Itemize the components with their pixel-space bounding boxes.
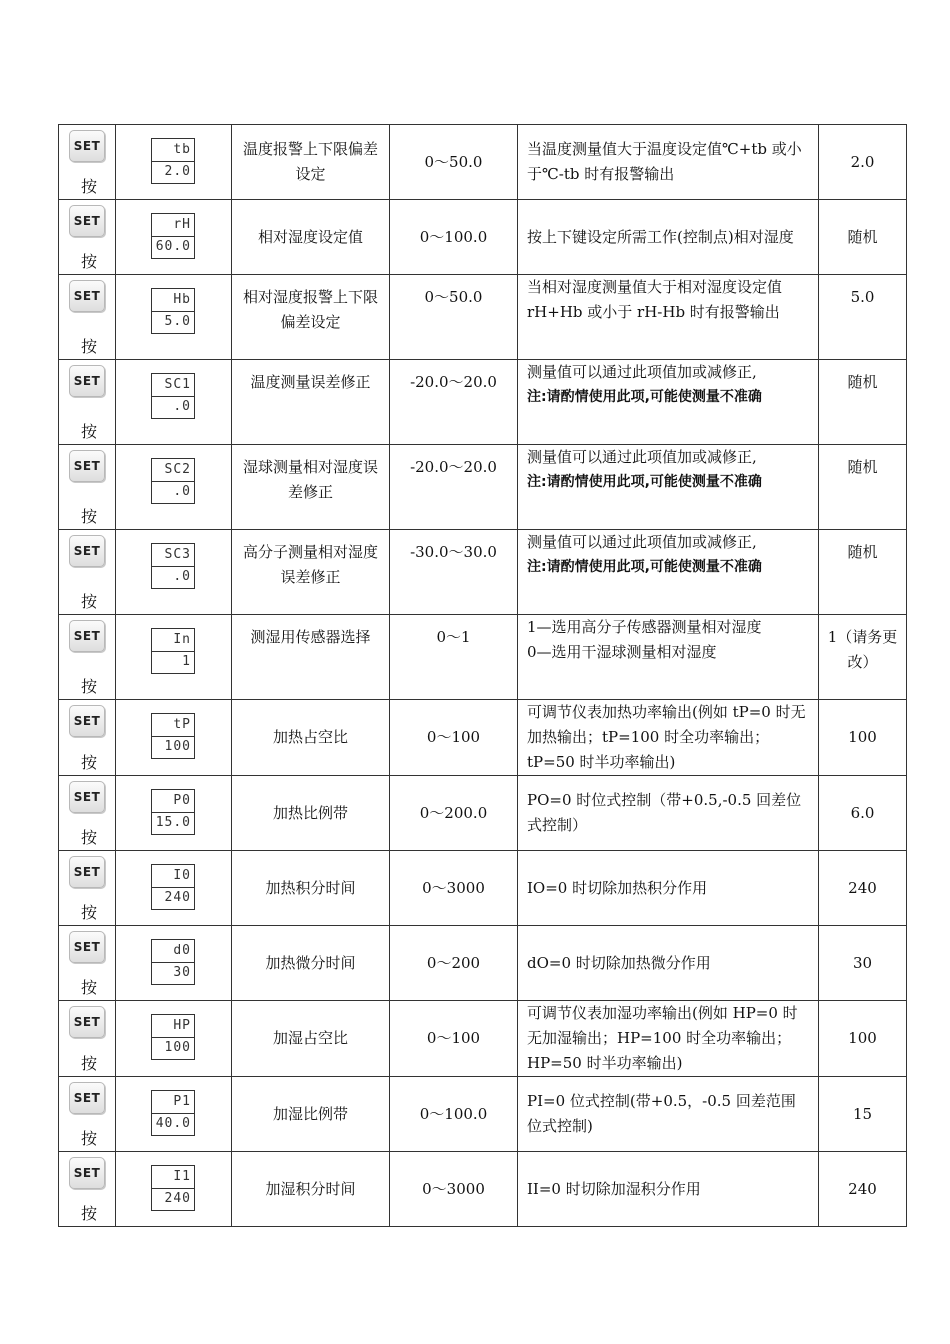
display-cell xyxy=(116,926,232,1001)
lcd-display-icon xyxy=(151,1090,195,1136)
set-key-icon: SET xyxy=(69,535,105,567)
warning-note: 注:请酌情使用此项,可能使测量不准确 xyxy=(527,474,762,490)
param-description: 可调节仪表加热功率输出(例如 tP=0 时无加热输出；tP=100 时全功率输出；tP=50 时半功率输出) xyxy=(518,700,819,776)
table-row xyxy=(59,275,907,360)
key-cell xyxy=(59,700,116,776)
lcd-display-icon xyxy=(151,373,195,419)
param-default: 240 xyxy=(819,851,907,926)
lcd-code: SC2 xyxy=(164,462,191,477)
param-description xyxy=(518,615,819,700)
param-name: 加热积分时间 xyxy=(232,851,390,926)
description-text: 1—选用高分子传感器测量相对湿度 xyxy=(527,618,762,636)
param-name: 加湿比例带 xyxy=(232,1077,390,1152)
press-label: 按 xyxy=(81,1129,98,1148)
param-default: 100 xyxy=(819,700,907,776)
param-description: 当温度测量值大于温度设定值℃+tb 或小于℃-tb 时有报警输出 xyxy=(518,125,819,200)
lcd-display-icon xyxy=(151,138,195,184)
lcd-value: 30 xyxy=(173,965,191,980)
set-key-icon: SET xyxy=(69,620,105,652)
param-name: 加热微分时间 xyxy=(232,926,390,1001)
param-range: 0～50.0 xyxy=(390,125,518,200)
set-key-icon: SET xyxy=(69,1157,105,1189)
lcd-code: P0 xyxy=(173,793,191,808)
param-name: 加热占空比 xyxy=(232,700,390,776)
lcd-code: I0 xyxy=(173,868,191,883)
display-cell xyxy=(116,851,232,926)
set-key-icon: SET xyxy=(69,705,105,737)
table-row xyxy=(59,1152,907,1227)
param-description: 可调节仪表加湿功率输出(例如 HP=0 时无加湿输出；HP=100 时全功率输出；HP=50 时半功率输出) xyxy=(518,1001,819,1077)
param-default: 30 xyxy=(819,926,907,1001)
param-range: 0～3000 xyxy=(390,1152,518,1227)
table-row xyxy=(59,200,907,275)
display-cell xyxy=(116,125,232,200)
param-default: 2.0 xyxy=(819,125,907,200)
param-description: PI=0 位式控制(带+0.5，-0.5 回差范围位式控制) xyxy=(518,1077,819,1152)
table-row xyxy=(59,530,907,615)
display-cell xyxy=(116,1001,232,1077)
display-cell xyxy=(116,700,232,776)
press-label: 按 xyxy=(81,1054,98,1073)
press-label: 按 xyxy=(81,903,98,922)
table-row xyxy=(59,125,907,200)
table-row xyxy=(59,926,907,1001)
set-key-icon: SET xyxy=(69,365,105,397)
key-cell xyxy=(59,926,116,1001)
param-range: 0～100 xyxy=(390,1001,518,1077)
table-row xyxy=(59,615,907,700)
press-label: 按 xyxy=(81,677,98,696)
table-row xyxy=(59,445,907,530)
table-row xyxy=(59,851,907,926)
param-default: 100 xyxy=(819,1001,907,1077)
param-description: dO=0 时切除加热微分作用 xyxy=(518,926,819,1001)
set-key-icon: SET xyxy=(69,450,105,482)
display-cell xyxy=(116,530,232,615)
key-cell xyxy=(59,1077,116,1152)
set-key-icon: SET xyxy=(69,1006,105,1038)
lcd-value: .0 xyxy=(173,569,191,584)
display-cell xyxy=(116,1152,232,1227)
set-key-icon: SET xyxy=(69,856,105,888)
param-name: 相对湿度报警上下限偏差设定 xyxy=(232,275,390,360)
lcd-code: tb xyxy=(173,142,191,157)
param-name: 加热比例带 xyxy=(232,776,390,851)
key-cell xyxy=(59,851,116,926)
lcd-value: 5.0 xyxy=(164,314,191,329)
description-text-2: 0—选用干湿球测量相对湿度 xyxy=(527,643,717,661)
key-cell xyxy=(59,360,116,445)
lcd-value: 100 xyxy=(164,1040,191,1055)
param-description: 当相对湿度测量值大于相对湿度设定值 rH+Hb 或小于 rH-Hb 时有报警输出 xyxy=(518,275,819,360)
press-label: 按 xyxy=(81,177,98,196)
key-cell xyxy=(59,200,116,275)
param-name: 温度报警上下限偏差设定 xyxy=(232,125,390,200)
lcd-display-icon xyxy=(151,1165,195,1211)
press-label: 按 xyxy=(81,753,98,772)
lcd-value: 240 xyxy=(164,1191,191,1206)
lcd-value: .0 xyxy=(173,484,191,499)
param-name: 温度测量误差修正 xyxy=(232,360,390,445)
lcd-value: 100 xyxy=(164,739,191,754)
param-range: 0～100.0 xyxy=(390,1077,518,1152)
lcd-code: tP xyxy=(173,717,191,732)
param-default: 1（请务更改） xyxy=(819,615,907,700)
param-range: -30.0～30.0 xyxy=(390,530,518,615)
display-cell xyxy=(116,776,232,851)
key-cell xyxy=(59,776,116,851)
table-row xyxy=(59,1077,907,1152)
param-default: 240 xyxy=(819,1152,907,1227)
lcd-code: d0 xyxy=(173,943,191,958)
param-default: 随机 xyxy=(819,200,907,275)
param-default: 6.0 xyxy=(819,776,907,851)
lcd-display-icon xyxy=(151,864,195,910)
display-cell xyxy=(116,360,232,445)
lcd-display-icon xyxy=(151,713,195,759)
lcd-value: 15.0 xyxy=(155,815,191,830)
lcd-display-icon xyxy=(151,1014,195,1060)
lcd-code: Hb xyxy=(173,292,191,307)
param-name: 湿球测量相对湿度误差修正 xyxy=(232,445,390,530)
press-label: 按 xyxy=(81,507,98,526)
param-default: 随机 xyxy=(819,445,907,530)
param-range: 0～50.0 xyxy=(390,275,518,360)
warning-note: 注:请酌情使用此项,可能使测量不准确 xyxy=(527,559,762,575)
param-range: 0～100.0 xyxy=(390,200,518,275)
param-default: 15 xyxy=(819,1077,907,1152)
lcd-code: rH xyxy=(173,217,191,232)
table-row xyxy=(59,1001,907,1077)
param-range: -20.0～20.0 xyxy=(390,360,518,445)
key-cell xyxy=(59,275,116,360)
param-name: 测湿用传感器选择 xyxy=(232,615,390,700)
display-cell xyxy=(116,275,232,360)
key-cell xyxy=(59,125,116,200)
lcd-display-icon xyxy=(151,458,195,504)
key-cell xyxy=(59,1001,116,1077)
set-key-icon: SET xyxy=(69,931,105,963)
param-range: 0～200.0 xyxy=(390,776,518,851)
set-key-icon: SET xyxy=(69,205,105,237)
key-cell xyxy=(59,1152,116,1227)
param-description: PO=0 时位式控制（带+0.5,-0.5 回差位式控制） xyxy=(518,776,819,851)
param-default: 随机 xyxy=(819,360,907,445)
key-cell xyxy=(59,445,116,530)
table-row xyxy=(59,776,907,851)
display-cell xyxy=(116,1077,232,1152)
press-label: 按 xyxy=(81,592,98,611)
param-default: 随机 xyxy=(819,530,907,615)
press-label: 按 xyxy=(81,337,98,356)
lcd-display-icon xyxy=(151,939,195,985)
description-text: 测量值可以通过此项值加或减修正, xyxy=(527,533,757,551)
key-cell xyxy=(59,615,116,700)
set-key-icon: SET xyxy=(69,781,105,813)
lcd-code: In xyxy=(173,632,191,647)
lcd-value: 40.0 xyxy=(155,1116,191,1131)
lcd-display-icon xyxy=(151,288,195,334)
press-label: 按 xyxy=(81,1204,98,1223)
lcd-code: SC3 xyxy=(164,547,191,562)
lcd-code: P1 xyxy=(173,1094,191,1109)
display-cell xyxy=(116,200,232,275)
param-name: 加湿占空比 xyxy=(232,1001,390,1077)
param-description: II=0 时切除加湿积分作用 xyxy=(518,1152,819,1227)
param-default: 5.0 xyxy=(819,275,907,360)
param-name: 高分子测量相对湿度误差修正 xyxy=(232,530,390,615)
param-range: -20.0～20.0 xyxy=(390,445,518,530)
set-key-icon: SET xyxy=(69,1082,105,1114)
lcd-display-icon xyxy=(151,628,195,674)
description-text: 测量值可以通过此项值加或减修正, xyxy=(527,448,757,466)
warning-note: 注:请酌情使用此项,可能使测量不准确 xyxy=(527,389,762,405)
param-range: 0～200 xyxy=(390,926,518,1001)
param-description xyxy=(518,530,819,615)
param-range: 0～3000 xyxy=(390,851,518,926)
lcd-value: 2.0 xyxy=(164,164,191,179)
key-cell xyxy=(59,530,116,615)
param-range: 0～100 xyxy=(390,700,518,776)
set-key-icon: SET xyxy=(69,130,105,162)
display-cell xyxy=(116,445,232,530)
lcd-display-icon xyxy=(151,789,195,835)
param-name: 加湿积分时间 xyxy=(232,1152,390,1227)
press-label: 按 xyxy=(81,252,98,271)
lcd-value: 1 xyxy=(182,654,191,669)
press-label: 按 xyxy=(81,828,98,847)
description-text: 测量值可以通过此项值加或减修正, xyxy=(527,363,757,381)
lcd-value: .0 xyxy=(173,399,191,414)
table-row xyxy=(59,700,907,776)
press-label: 按 xyxy=(81,978,98,997)
lcd-value: 240 xyxy=(164,890,191,905)
param-description xyxy=(518,445,819,530)
lcd-code: HP xyxy=(173,1018,191,1033)
lcd-code: I1 xyxy=(173,1169,191,1184)
display-cell xyxy=(116,615,232,700)
param-name: 相对湿度设定值 xyxy=(232,200,390,275)
set-key-icon: SET xyxy=(69,280,105,312)
lcd-display-icon xyxy=(151,543,195,589)
document-page xyxy=(58,124,906,1227)
lcd-display-icon xyxy=(151,213,195,259)
param-description xyxy=(518,360,819,445)
press-label: 按 xyxy=(81,422,98,441)
lcd-value: 60.0 xyxy=(155,239,191,254)
param-description: IO=0 时切除加热积分作用 xyxy=(518,851,819,926)
table-row xyxy=(59,360,907,445)
lcd-code: SC1 xyxy=(164,377,191,392)
param-description: 按上下键设定所需工作(控制点)相对湿度 xyxy=(518,200,819,275)
parameter-table xyxy=(58,124,907,1227)
param-range: 0～1 xyxy=(390,615,518,700)
